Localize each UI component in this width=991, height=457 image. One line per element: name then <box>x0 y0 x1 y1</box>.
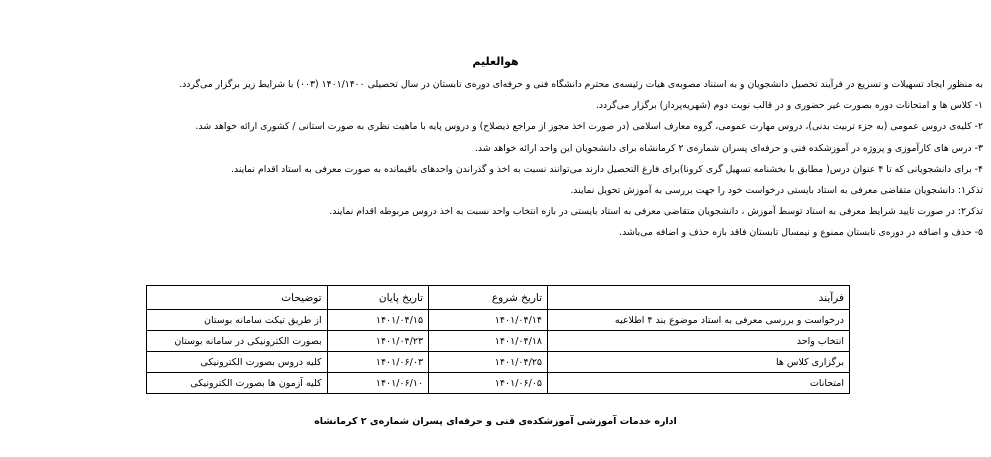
header-end-date: تاریخ پایان <box>327 286 428 310</box>
cell-start-date: ۱۴۰۱/۰۴/۱۴ <box>429 310 548 331</box>
announcement-body <box>8 79 983 249</box>
table-row <box>147 373 850 394</box>
cell-start-date: ۱۴۰۱/۰۶/۰۵ <box>429 373 548 394</box>
header-notes: توضیحات <box>147 286 328 310</box>
cell-process: درخواست و بررسی معرفی به استاد موضوع بند ۴ اطلاعیه <box>548 310 850 331</box>
header-process: فرآیند <box>548 286 850 310</box>
cell-notes: کلیه دروس بصورت الکترونیکی <box>147 352 328 373</box>
cell-end-date: ۱۴۰۱/۰۶/۱۰ <box>327 373 428 394</box>
clause-5: ۵- حذف و اضافه در دوره‌ی تابستان ممنوع و نیمسال تابستان فاقد بازه حذف و اضافه می‌باشد. <box>619 227 983 239</box>
table-row <box>147 352 850 373</box>
cell-end-date: ۱۴۰۱/۰۴/۲۳ <box>327 331 428 352</box>
cell-process: امتحانات <box>548 373 850 394</box>
cell-start-date: ۱۴۰۱/۰۴/۲۵ <box>429 352 548 373</box>
note-2: تذکر۲: در صورت تایید شرایط معرفی به استاد توسط آموزش ، دانشجویان متقاضی معرفی به استاد بایستی در بازه انتخاب واحد نسبت به اخذ دروس مربوطه اقدام نمایند. <box>329 206 983 218</box>
note-1: تذکر۱: دانشجویان متقاضی معرفی به استاد بایستی درخواست خود را جهت بررسی به آموزش تحویل نمایند. <box>570 184 983 196</box>
cell-end-date: ۱۴۰۱/۰۴/۱۵ <box>327 310 428 331</box>
table-row <box>147 310 850 331</box>
document-heading: هوالعلیم <box>472 55 519 68</box>
cell-notes: کلیه آزمون ها بصورت الکترونیکی <box>147 373 328 394</box>
clause-1: ۱- کلاس ها و امتحانات دوره بصورت غیر حضوری و در قالب نوبت دوم (شهریه‌پرداز) برگزار می‌گردد. <box>595 100 983 112</box>
header-start-date: تاریخ شروع <box>429 286 548 310</box>
clause-2: ۲- کلیه‌ی دروس عمومی (به جزء تربیت بدنی)، دروس مهارت عمومی، گروه معارف اسلامی (در صورت اخذ مجوز از مراجع ذیصلاح) و دروس پایه با ماهیت نظری به صورت استانی / کشوری ارائه خواهد شد. <box>195 121 983 133</box>
schedule-table <box>146 285 850 394</box>
cell-process: انتخاب واحد <box>548 331 850 352</box>
document-footer: اداره خدمات آموزشی آموزشکده‌ی فنی و حرفه‌ای پسران شماره‌ی ۲ کرمانشاه <box>314 416 677 427</box>
cell-notes: بصورت الکترونیکی در سامانه بوستان <box>147 331 328 352</box>
cell-start-date: ۱۴۰۱/۰۴/۱۸ <box>429 331 548 352</box>
cell-end-date: ۱۴۰۱/۰۶/۰۳ <box>327 352 428 373</box>
table-row <box>147 331 850 352</box>
cell-notes: از طریق تیکت سامانه بوستان <box>147 310 328 331</box>
cell-process: برگزاری کلاس ها <box>548 352 850 373</box>
clause-4: ۴- برای دانشجویانی که تا ۴ عنوان درس( مطابق با بخشنامه تسهیل گری کرونا)برای فارغ التحصیل دارند می‌توانند نسبت به اخذ و گذراندن واحدهای باقیمانده به صورت معرفی به استاد اقدام نمایند. <box>231 163 983 175</box>
table-header-row <box>147 286 850 310</box>
clause-3: ۳- درس های کارآموزی و پروژه در آموزشکده فنی و حرفه‌ای پسران شماره‌ی ۲ کرمانشاه برای دانشجویان این واحد ارائه خواهد شد. <box>474 142 983 154</box>
intro-paragraph: به منظور ایجاد تسهیلات و تسریع در فرآیند تحصیل دانشجویان و به استناد مصوبه‌ی هیات رئیسه‌ی محترم دانشگاه فنی و حرفه‌ای دوره‌ی تابستان در سال تحصیلی ۱۴۰۱/۱۴۰۰ (۰۰۳) با شرایط زیر برگزار می‌گردد. <box>179 79 983 90</box>
